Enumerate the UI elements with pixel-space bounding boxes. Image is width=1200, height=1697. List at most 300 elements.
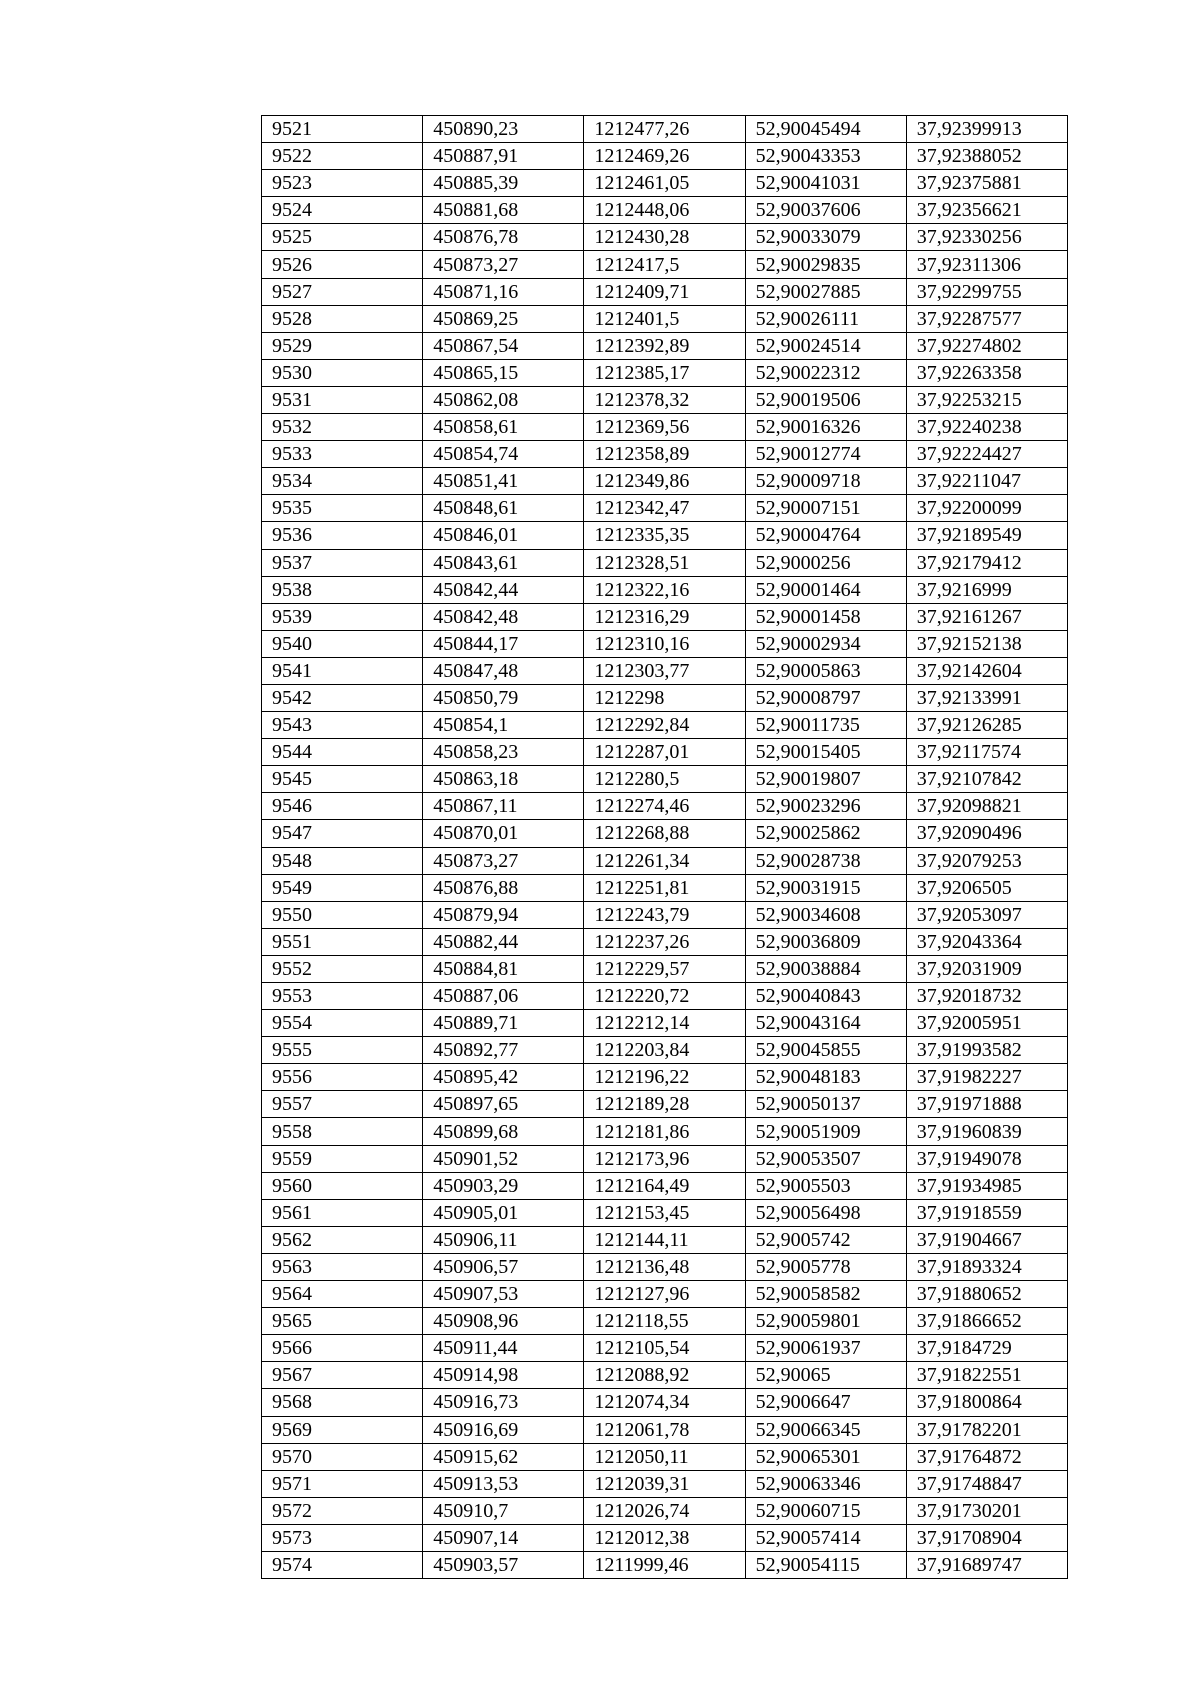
- latitude-cell: 52,90045855: [745, 1037, 906, 1064]
- latitude-cell: 52,90028738: [745, 847, 906, 874]
- y-coordinate-cell: 1212335,35: [584, 522, 745, 549]
- y-coordinate-cell: 1212088,92: [584, 1362, 745, 1389]
- point-number-cell: 9548: [262, 847, 423, 874]
- x-coordinate-cell: 450858,61: [423, 414, 584, 441]
- y-coordinate-cell: 1212385,17: [584, 359, 745, 386]
- x-coordinate-cell: 450881,68: [423, 197, 584, 224]
- x-coordinate-cell: 450842,44: [423, 576, 584, 603]
- latitude-cell: 52,90001458: [745, 603, 906, 630]
- table-row: [262, 278, 1068, 305]
- latitude-cell: 52,90029835: [745, 251, 906, 278]
- latitude-cell: 52,90045494: [745, 116, 906, 143]
- x-coordinate-cell: 450843,61: [423, 549, 584, 576]
- longitude-cell: 37,92053097: [906, 901, 1067, 928]
- latitude-cell: 52,90043164: [745, 1010, 906, 1037]
- longitude-cell: 37,92200099: [906, 495, 1067, 522]
- y-coordinate-cell: 1212292,84: [584, 712, 745, 739]
- y-coordinate-cell: 1212287,01: [584, 739, 745, 766]
- point-number-cell: 9558: [262, 1118, 423, 1145]
- point-number-cell: 9538: [262, 576, 423, 603]
- y-coordinate-cell: 1212409,71: [584, 278, 745, 305]
- table-row: [262, 1091, 1068, 1118]
- point-number-cell: 9559: [262, 1145, 423, 1172]
- latitude-cell: 52,90023296: [745, 793, 906, 820]
- point-number-cell: 9552: [262, 955, 423, 982]
- y-coordinate-cell: 1212026,74: [584, 1497, 745, 1524]
- y-coordinate-cell: 1212298: [584, 684, 745, 711]
- x-coordinate-cell: 450873,27: [423, 251, 584, 278]
- point-number-cell: 9557: [262, 1091, 423, 1118]
- x-coordinate-cell: 450901,52: [423, 1145, 584, 1172]
- y-coordinate-cell: 1212448,06: [584, 197, 745, 224]
- latitude-cell: 52,9005778: [745, 1253, 906, 1280]
- y-coordinate-cell: 1212469,26: [584, 143, 745, 170]
- table-row: [262, 1335, 1068, 1362]
- x-coordinate-cell: 450905,01: [423, 1199, 584, 1226]
- point-number-cell: 9565: [262, 1308, 423, 1335]
- longitude-cell: 37,91949078: [906, 1145, 1067, 1172]
- longitude-cell: 37,92253215: [906, 386, 1067, 413]
- point-number-cell: 9541: [262, 657, 423, 684]
- latitude-cell: 52,9005503: [745, 1172, 906, 1199]
- latitude-cell: 52,90056498: [745, 1199, 906, 1226]
- longitude-cell: 37,92098821: [906, 793, 1067, 820]
- point-number-cell: 9529: [262, 332, 423, 359]
- longitude-cell: 37,91800864: [906, 1389, 1067, 1416]
- x-coordinate-cell: 450911,44: [423, 1335, 584, 1362]
- longitude-cell: 37,92299755: [906, 278, 1067, 305]
- x-coordinate-cell: 450899,68: [423, 1118, 584, 1145]
- latitude-cell: 52,90019506: [745, 386, 906, 413]
- x-coordinate-cell: 450910,7: [423, 1497, 584, 1524]
- latitude-cell: 52,90022312: [745, 359, 906, 386]
- point-number-cell: 9554: [262, 1010, 423, 1037]
- y-coordinate-cell: 1212039,31: [584, 1470, 745, 1497]
- longitude-cell: 37,92356621: [906, 197, 1067, 224]
- x-coordinate-cell: 450871,16: [423, 278, 584, 305]
- table-row: [262, 1362, 1068, 1389]
- table-row: [262, 359, 1068, 386]
- table-row: [262, 332, 1068, 359]
- table-row: [262, 441, 1068, 468]
- latitude-cell: 52,90059801: [745, 1308, 906, 1335]
- point-number-cell: 9574: [262, 1551, 423, 1578]
- x-coordinate-cell: 450862,08: [423, 386, 584, 413]
- point-number-cell: 9567: [262, 1362, 423, 1389]
- longitude-cell: 37,92142604: [906, 657, 1067, 684]
- y-coordinate-cell: 1212303,77: [584, 657, 745, 684]
- table-body: [262, 116, 1068, 1579]
- table-row: [262, 522, 1068, 549]
- longitude-cell: 37,92133991: [906, 684, 1067, 711]
- table-row: [262, 305, 1068, 332]
- x-coordinate-cell: 450882,44: [423, 928, 584, 955]
- x-coordinate-cell: 450854,74: [423, 441, 584, 468]
- table-row: [262, 1172, 1068, 1199]
- point-number-cell: 9555: [262, 1037, 423, 1064]
- longitude-cell: 37,91904667: [906, 1226, 1067, 1253]
- point-number-cell: 9571: [262, 1470, 423, 1497]
- y-coordinate-cell: 1212164,49: [584, 1172, 745, 1199]
- x-coordinate-cell: 450884,81: [423, 955, 584, 982]
- table-row: [262, 1118, 1068, 1145]
- table-row: [262, 386, 1068, 413]
- point-number-cell: 9536: [262, 522, 423, 549]
- latitude-cell: 52,90012774: [745, 441, 906, 468]
- latitude-cell: 52,90005863: [745, 657, 906, 684]
- table-row: [262, 928, 1068, 955]
- point-number-cell: 9553: [262, 983, 423, 1010]
- longitude-cell: 37,92126285: [906, 712, 1067, 739]
- x-coordinate-cell: 450851,41: [423, 468, 584, 495]
- longitude-cell: 37,92031909: [906, 955, 1067, 982]
- x-coordinate-cell: 450906,57: [423, 1253, 584, 1280]
- table-row: [262, 468, 1068, 495]
- table-row: [262, 1308, 1068, 1335]
- longitude-cell: 37,91893324: [906, 1253, 1067, 1280]
- point-number-cell: 9525: [262, 224, 423, 251]
- longitude-cell: 37,92388052: [906, 143, 1067, 170]
- y-coordinate-cell: 1212328,51: [584, 549, 745, 576]
- latitude-cell: 52,90033079: [745, 224, 906, 251]
- table-row: [262, 1037, 1068, 1064]
- y-coordinate-cell: 1212153,45: [584, 1199, 745, 1226]
- longitude-cell: 37,92117574: [906, 739, 1067, 766]
- y-coordinate-cell: 1212189,28: [584, 1091, 745, 1118]
- y-coordinate-cell: 1212392,89: [584, 332, 745, 359]
- longitude-cell: 37,9184729: [906, 1335, 1067, 1362]
- table-row: [262, 1226, 1068, 1253]
- longitude-cell: 37,91918559: [906, 1199, 1067, 1226]
- latitude-cell: 52,90016326: [745, 414, 906, 441]
- longitude-cell: 37,92018732: [906, 983, 1067, 1010]
- table-row: [262, 630, 1068, 657]
- longitude-cell: 37,92224427: [906, 441, 1067, 468]
- x-coordinate-cell: 450889,71: [423, 1010, 584, 1037]
- latitude-cell: 52,90009718: [745, 468, 906, 495]
- point-number-cell: 9534: [262, 468, 423, 495]
- latitude-cell: 52,90066345: [745, 1416, 906, 1443]
- table-row: [262, 684, 1068, 711]
- point-number-cell: 9522: [262, 143, 423, 170]
- x-coordinate-cell: 450908,96: [423, 1308, 584, 1335]
- x-coordinate-cell: 450869,25: [423, 305, 584, 332]
- latitude-cell: 52,90057414: [745, 1524, 906, 1551]
- table-row: [262, 224, 1068, 251]
- longitude-cell: 37,91866652: [906, 1308, 1067, 1335]
- point-number-cell: 9542: [262, 684, 423, 711]
- table-row: [262, 901, 1068, 928]
- point-number-cell: 9545: [262, 766, 423, 793]
- point-number-cell: 9540: [262, 630, 423, 657]
- latitude-cell: 52,90065301: [745, 1443, 906, 1470]
- x-coordinate-cell: 450887,06: [423, 983, 584, 1010]
- longitude-cell: 37,92107842: [906, 766, 1067, 793]
- point-number-cell: 9560: [262, 1172, 423, 1199]
- table-row: [262, 414, 1068, 441]
- x-coordinate-cell: 450885,39: [423, 170, 584, 197]
- table-row: [262, 1281, 1068, 1308]
- table-row: [262, 739, 1068, 766]
- point-number-cell: 9564: [262, 1281, 423, 1308]
- longitude-cell: 37,92263358: [906, 359, 1067, 386]
- y-coordinate-cell: 1212144,11: [584, 1226, 745, 1253]
- x-coordinate-cell: 450863,18: [423, 766, 584, 793]
- y-coordinate-cell: 1212118,55: [584, 1308, 745, 1335]
- point-number-cell: 9561: [262, 1199, 423, 1226]
- latitude-cell: 52,90026111: [745, 305, 906, 332]
- y-coordinate-cell: 1212237,26: [584, 928, 745, 955]
- latitude-cell: 52,90001464: [745, 576, 906, 603]
- latitude-cell: 52,90011735: [745, 712, 906, 739]
- longitude-cell: 37,92211047: [906, 468, 1067, 495]
- point-number-cell: 9528: [262, 305, 423, 332]
- y-coordinate-cell: 1212349,86: [584, 468, 745, 495]
- table-row: [262, 603, 1068, 630]
- x-coordinate-cell: 450844,17: [423, 630, 584, 657]
- table-row: [262, 874, 1068, 901]
- longitude-cell: 37,92399913: [906, 116, 1067, 143]
- y-coordinate-cell: 1212461,05: [584, 170, 745, 197]
- point-number-cell: 9547: [262, 820, 423, 847]
- longitude-cell: 37,92189549: [906, 522, 1067, 549]
- latitude-cell: 52,90008797: [745, 684, 906, 711]
- x-coordinate-cell: 450890,23: [423, 116, 584, 143]
- longitude-cell: 37,91689747: [906, 1551, 1067, 1578]
- latitude-cell: 52,90061937: [745, 1335, 906, 1362]
- latitude-cell: 52,90038884: [745, 955, 906, 982]
- longitude-cell: 37,92161267: [906, 603, 1067, 630]
- y-coordinate-cell: 1212378,32: [584, 386, 745, 413]
- y-coordinate-cell: 1211999,46: [584, 1551, 745, 1578]
- x-coordinate-cell: 450867,54: [423, 332, 584, 359]
- y-coordinate-cell: 1212316,29: [584, 603, 745, 630]
- point-number-cell: 9543: [262, 712, 423, 739]
- table-row: [262, 1253, 1068, 1280]
- latitude-cell: 52,90031915: [745, 874, 906, 901]
- point-number-cell: 9572: [262, 1497, 423, 1524]
- x-coordinate-cell: 450846,01: [423, 522, 584, 549]
- table-row: [262, 495, 1068, 522]
- x-coordinate-cell: 450916,69: [423, 1416, 584, 1443]
- table-row: [262, 955, 1068, 982]
- longitude-cell: 37,91708904: [906, 1524, 1067, 1551]
- y-coordinate-cell: 1212212,14: [584, 1010, 745, 1037]
- y-coordinate-cell: 1212061,78: [584, 1416, 745, 1443]
- table-row: [262, 143, 1068, 170]
- y-coordinate-cell: 1212173,96: [584, 1145, 745, 1172]
- x-coordinate-cell: 450876,78: [423, 224, 584, 251]
- y-coordinate-cell: 1212012,38: [584, 1524, 745, 1551]
- y-coordinate-cell: 1212251,81: [584, 874, 745, 901]
- longitude-cell: 37,91748847: [906, 1470, 1067, 1497]
- longitude-cell: 37,91782201: [906, 1416, 1067, 1443]
- point-number-cell: 9526: [262, 251, 423, 278]
- point-number-cell: 9568: [262, 1389, 423, 1416]
- table-row: [262, 847, 1068, 874]
- y-coordinate-cell: 1212430,28: [584, 224, 745, 251]
- latitude-cell: 52,90036809: [745, 928, 906, 955]
- longitude-cell: 37,91880652: [906, 1281, 1067, 1308]
- x-coordinate-cell: 450895,42: [423, 1064, 584, 1091]
- x-coordinate-cell: 450907,53: [423, 1281, 584, 1308]
- longitude-cell: 37,91764872: [906, 1443, 1067, 1470]
- point-number-cell: 9570: [262, 1443, 423, 1470]
- latitude-cell: 52,90050137: [745, 1091, 906, 1118]
- longitude-cell: 37,92330256: [906, 224, 1067, 251]
- point-number-cell: 9535: [262, 495, 423, 522]
- latitude-cell: 52,90015405: [745, 739, 906, 766]
- latitude-cell: 52,90043353: [745, 143, 906, 170]
- latitude-cell: 52,9000256: [745, 549, 906, 576]
- y-coordinate-cell: 1212274,46: [584, 793, 745, 820]
- latitude-cell: 52,90065: [745, 1362, 906, 1389]
- x-coordinate-cell: 450850,79: [423, 684, 584, 711]
- y-coordinate-cell: 1212074,34: [584, 1389, 745, 1416]
- table-row: [262, 1199, 1068, 1226]
- point-number-cell: 9532: [262, 414, 423, 441]
- x-coordinate-cell: 450847,48: [423, 657, 584, 684]
- table-row: [262, 712, 1068, 739]
- y-coordinate-cell: 1212261,34: [584, 847, 745, 874]
- point-number-cell: 9546: [262, 793, 423, 820]
- y-coordinate-cell: 1212322,16: [584, 576, 745, 603]
- longitude-cell: 37,92274802: [906, 332, 1067, 359]
- longitude-cell: 37,91982227: [906, 1064, 1067, 1091]
- y-coordinate-cell: 1212105,54: [584, 1335, 745, 1362]
- point-number-cell: 9533: [262, 441, 423, 468]
- point-number-cell: 9569: [262, 1416, 423, 1443]
- coordinates-table: [261, 115, 1068, 1579]
- y-coordinate-cell: 1212243,79: [584, 901, 745, 928]
- latitude-cell: 52,90025862: [745, 820, 906, 847]
- x-coordinate-cell: 450903,57: [423, 1551, 584, 1578]
- y-coordinate-cell: 1212310,16: [584, 630, 745, 657]
- x-coordinate-cell: 450916,73: [423, 1389, 584, 1416]
- latitude-cell: 52,9005742: [745, 1226, 906, 1253]
- longitude-cell: 37,91822551: [906, 1362, 1067, 1389]
- x-coordinate-cell: 450903,29: [423, 1172, 584, 1199]
- table-row: [262, 1497, 1068, 1524]
- longitude-cell: 37,92240238: [906, 414, 1067, 441]
- longitude-cell: 37,92079253: [906, 847, 1067, 874]
- table-row: [262, 170, 1068, 197]
- x-coordinate-cell: 450870,01: [423, 820, 584, 847]
- latitude-cell: 52,90034608: [745, 901, 906, 928]
- table-row: [262, 116, 1068, 143]
- x-coordinate-cell: 450906,11: [423, 1226, 584, 1253]
- table-row: [262, 251, 1068, 278]
- longitude-cell: 37,92287577: [906, 305, 1067, 332]
- latitude-cell: 52,9006647: [745, 1389, 906, 1416]
- point-number-cell: 9544: [262, 739, 423, 766]
- latitude-cell: 52,90037606: [745, 197, 906, 224]
- point-number-cell: 9527: [262, 278, 423, 305]
- x-coordinate-cell: 450848,61: [423, 495, 584, 522]
- table-row: [262, 983, 1068, 1010]
- longitude-cell: 37,92090496: [906, 820, 1067, 847]
- table-row: [262, 1389, 1068, 1416]
- point-number-cell: 9549: [262, 874, 423, 901]
- longitude-cell: 37,92179412: [906, 549, 1067, 576]
- point-number-cell: 9550: [262, 901, 423, 928]
- latitude-cell: 52,90007151: [745, 495, 906, 522]
- y-coordinate-cell: 1212358,89: [584, 441, 745, 468]
- x-coordinate-cell: 450897,65: [423, 1091, 584, 1118]
- x-coordinate-cell: 450854,1: [423, 712, 584, 739]
- y-coordinate-cell: 1212417,5: [584, 251, 745, 278]
- longitude-cell: 37,9216999: [906, 576, 1067, 603]
- table-row: [262, 820, 1068, 847]
- table-row: [262, 766, 1068, 793]
- latitude-cell: 52,90040843: [745, 983, 906, 1010]
- y-coordinate-cell: 1212127,96: [584, 1281, 745, 1308]
- latitude-cell: 52,90024514: [745, 332, 906, 359]
- table-row: [262, 1470, 1068, 1497]
- latitude-cell: 52,90053507: [745, 1145, 906, 1172]
- x-coordinate-cell: 450915,62: [423, 1443, 584, 1470]
- point-number-cell: 9551: [262, 928, 423, 955]
- table-row: [262, 657, 1068, 684]
- longitude-cell: 37,92043364: [906, 928, 1067, 955]
- longitude-cell: 37,91971888: [906, 1091, 1067, 1118]
- y-coordinate-cell: 1212050,11: [584, 1443, 745, 1470]
- longitude-cell: 37,91993582: [906, 1037, 1067, 1064]
- table-row: [262, 1524, 1068, 1551]
- longitude-cell: 37,92311306: [906, 251, 1067, 278]
- latitude-cell: 52,90063346: [745, 1470, 906, 1497]
- y-coordinate-cell: 1212181,86: [584, 1118, 745, 1145]
- latitude-cell: 52,90060715: [745, 1497, 906, 1524]
- longitude-cell: 37,92005951: [906, 1010, 1067, 1037]
- table-row: [262, 1443, 1068, 1470]
- x-coordinate-cell: 450892,77: [423, 1037, 584, 1064]
- y-coordinate-cell: 1212229,57: [584, 955, 745, 982]
- table-row: [262, 1145, 1068, 1172]
- point-number-cell: 9539: [262, 603, 423, 630]
- longitude-cell: 37,91960839: [906, 1118, 1067, 1145]
- latitude-cell: 52,90051909: [745, 1118, 906, 1145]
- point-number-cell: 9573: [262, 1524, 423, 1551]
- point-number-cell: 9523: [262, 170, 423, 197]
- y-coordinate-cell: 1212203,84: [584, 1037, 745, 1064]
- y-coordinate-cell: 1212268,88: [584, 820, 745, 847]
- x-coordinate-cell: 450876,88: [423, 874, 584, 901]
- x-coordinate-cell: 450907,14: [423, 1524, 584, 1551]
- point-number-cell: 9537: [262, 549, 423, 576]
- x-coordinate-cell: 450879,94: [423, 901, 584, 928]
- x-coordinate-cell: 450913,53: [423, 1470, 584, 1497]
- latitude-cell: 52,90004764: [745, 522, 906, 549]
- x-coordinate-cell: 450914,98: [423, 1362, 584, 1389]
- table-row: [262, 576, 1068, 603]
- y-coordinate-cell: 1212342,47: [584, 495, 745, 522]
- table-row: [262, 1551, 1068, 1578]
- point-number-cell: 9530: [262, 359, 423, 386]
- x-coordinate-cell: 450867,11: [423, 793, 584, 820]
- longitude-cell: 37,92375881: [906, 170, 1067, 197]
- table-row: [262, 1010, 1068, 1037]
- table-row: [262, 793, 1068, 820]
- point-number-cell: 9563: [262, 1253, 423, 1280]
- latitude-cell: 52,90019807: [745, 766, 906, 793]
- longitude-cell: 37,92152138: [906, 630, 1067, 657]
- longitude-cell: 37,91730201: [906, 1497, 1067, 1524]
- y-coordinate-cell: 1212477,26: [584, 116, 745, 143]
- table-row: [262, 1416, 1068, 1443]
- x-coordinate-cell: 450873,27: [423, 847, 584, 874]
- point-number-cell: 9562: [262, 1226, 423, 1253]
